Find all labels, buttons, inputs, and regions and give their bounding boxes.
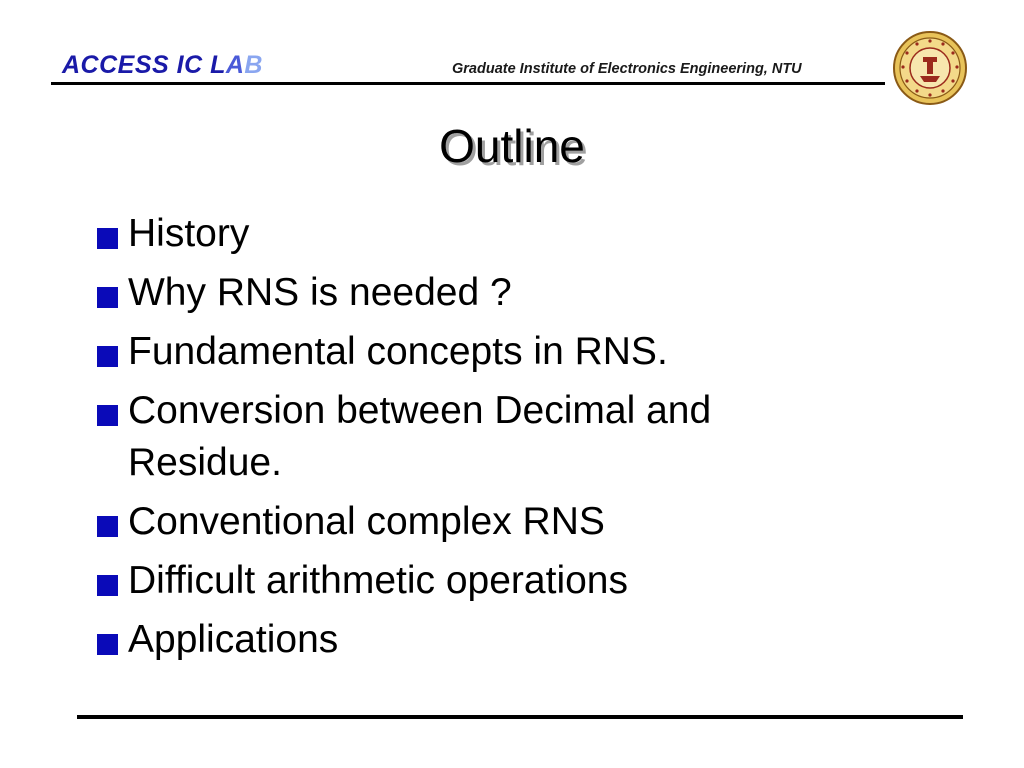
square-bullet-icon [97, 634, 118, 655]
outline-item-text: History [128, 212, 250, 255]
square-bullet-icon [97, 228, 118, 249]
header-divider [51, 82, 885, 85]
outline-item-conversion [97, 385, 857, 489]
lab-name [62, 50, 263, 80]
slide-title: Outline [439, 120, 585, 172]
outline-item-text: Conversion between Decimal and Residue. [128, 389, 712, 484]
outline-item-fundamental-concepts [97, 326, 857, 378]
outline-item-complex-rns [97, 496, 857, 548]
outline-item-text: Conventional complex RNS [128, 500, 605, 543]
outline-item-text: Difficult arithmetic operations [128, 559, 628, 602]
outline-list [97, 208, 857, 673]
outline-item-why-rns [97, 267, 857, 319]
outline-item-text: Fundamental concepts in RNS. [128, 330, 668, 373]
outline-item-applications [97, 614, 857, 666]
lab-name-main: ACCESS IC L [62, 51, 226, 79]
lab-name-fade-a: A [225, 51, 245, 79]
lab-name-fade-b: B [244, 51, 263, 79]
outline-item-difficult-operations [97, 555, 857, 607]
square-bullet-icon [97, 516, 118, 537]
square-bullet-icon [97, 287, 118, 308]
footer-divider [77, 715, 963, 719]
outline-item-text: Applications [128, 618, 339, 661]
outline-item-text: Why RNS is needed ? [128, 271, 512, 314]
square-bullet-icon [97, 405, 118, 426]
square-bullet-icon [97, 575, 118, 596]
square-bullet-icon [97, 346, 118, 367]
outline-item-history [97, 208, 857, 260]
ntu-seal-icon [892, 30, 968, 106]
institute-name: Graduate Institute of Electronics Engineering, NTU [452, 61, 802, 77]
